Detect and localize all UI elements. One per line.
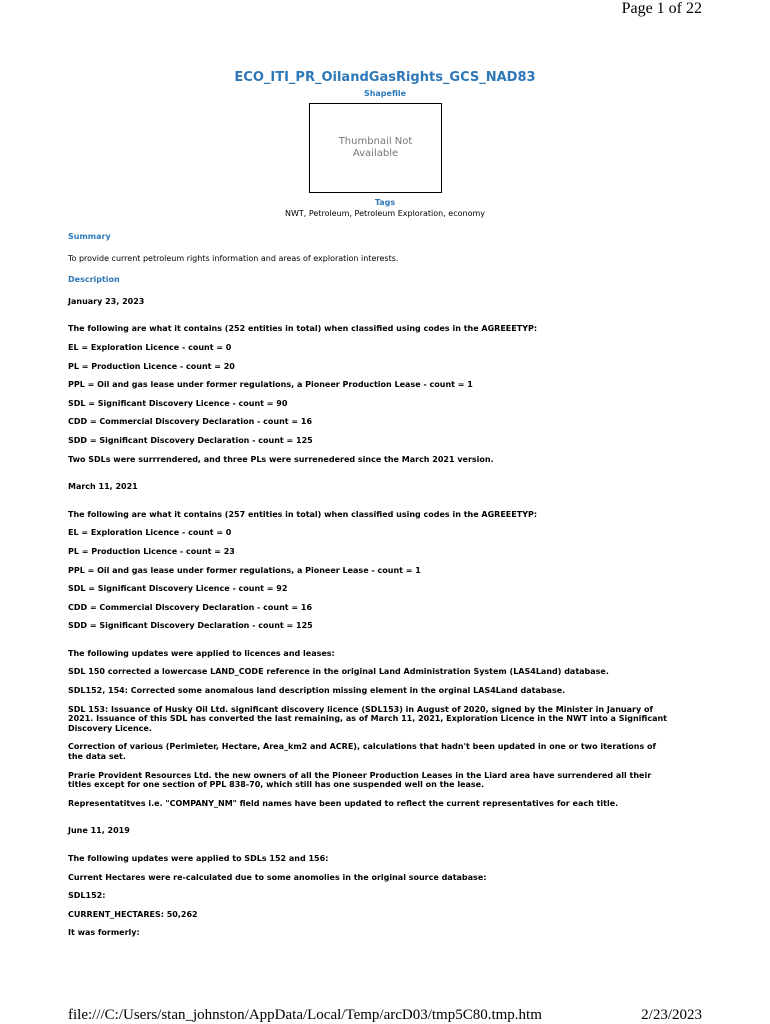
description-paragraph: The following updates were applied to licences and leases: (68, 648, 335, 658)
description-paragraph: The following updates were applied to SDLs 152 and 156: (68, 854, 329, 863)
description-paragraph: CDD = Commercial Discovery Declaration - count = 16 (68, 602, 313, 612)
description-paragraph: Representatitves i.e. "COMPANY_NM" field names have been updated to reflect the current representatives for each title. (68, 798, 619, 808)
description-paragraph: SDL = Significant Discovery Licence - count = 90 (68, 398, 288, 408)
document-format: Shapefile (363, 89, 407, 98)
description-paragraph: SDD = Significant Discovery Declaration - count = 125 (68, 621, 313, 631)
description-paragraph: CDD = Commercial Discovery Declaration - count = 16 (68, 417, 313, 427)
tags-value: NWT, Petroleum, Petroleum Exploration, economy (284, 209, 485, 218)
description-paragraph: SDL = Significant Discovery Licence - count = 92 (68, 584, 288, 594)
description-paragraph: The following are what it contains (252 entities in total) when classified using codes in the AGREEETYP: (68, 324, 538, 334)
date-heading: January 23, 2023 (68, 296, 145, 306)
footer-file-url: file:///C:/Users/stan_johnston/AppData/Local/Temp/arcD03/tmp5C80.tmp.htm (68, 1007, 542, 1023)
metadata-body (68, 232, 668, 938)
description-paragraph: PL = Production Licence - count = 20 (68, 361, 235, 371)
description-paragraph: Correction of various (Perimieter, Hectare, Area_km2 and ACRE), calculations that hadn't been updated in one or two iterations of the data set. (68, 742, 656, 762)
summary-heading: Summary (68, 232, 111, 241)
description-paragraph: SDL152: (68, 891, 106, 901)
description-paragraph: Current Hectares were re-calculated due to some anomolies in the original source database: (68, 872, 487, 882)
document-title: ECO_ITI_PR_OilandGasRights_GCS_NAD83 (234, 70, 536, 85)
description-paragraph: EL = Exploration Licence - count = 0 (68, 342, 232, 352)
summary-text: To provide current petroleum rights information and areas of exploration interests. (68, 253, 399, 263)
description-paragraph: EL = Exploration Licence - count = 0 (68, 528, 232, 538)
description-paragraph: PPL = Oil and gas lease under former regulations, a Pioneer Lease - count = 1 (68, 565, 421, 575)
description-paragraph: PL = Production Licence - count = 23 (68, 546, 235, 556)
date-heading: March 11, 2021 (68, 482, 138, 492)
thumbnail-text: Thumbnail Not Available (338, 136, 413, 159)
description-heading: Description (68, 275, 120, 285)
description-paragraph: SDL 153: Issuance of Husky Oil Ltd. significant discovery licence (SDL153) in August of 2020, signed by the Minister in January of 2021. Issuance of this SDL has converted the last remaining, as of March 11, 2021, Exploration Licence in the NWT into a Significant Discovery Licence. (68, 704, 667, 733)
description-paragraph: CURRENT_HECTARES: 50,262 (68, 909, 198, 919)
date-heading: June 11, 2019 (68, 826, 130, 836)
thumbnail-placeholder (309, 103, 442, 193)
footer-date: 2/23/2023 (641, 1007, 702, 1023)
page-number: Page 1 of 22 (621, 0, 702, 17)
description-paragraph: SDL 150 corrected a lowercase LAND_CODE reference in the original Land Administration System (LAS4Land) database. (68, 667, 609, 677)
tags-label: Tags (374, 198, 396, 207)
description-paragraph: SDL152, 154: Corrected some anomalous land description missing element in the orginal LAS4Land database. (68, 686, 566, 696)
description-paragraph: The following are what it contains (257 entities in total) when classified using codes in the AGREEETYP: (68, 509, 538, 519)
description-paragraph: SDD = Significant Discovery Declaration - count = 125 (68, 435, 313, 445)
description-paragraph: Two SDLs were surrrendered, and three PLs were surrenedered since the March 2021 version. (68, 454, 494, 464)
description-paragraph: It was formerly: (68, 928, 140, 938)
description-paragraph: Prarie Provident Resources Ltd. the new owners of all the Pioneer Production Leases in the Liard area have surrendered all their titles except for one section of PPL 838-70, which still has one suspended well on the lease. (68, 770, 652, 790)
description-paragraph: PPL = Oil and gas lease under former regulations, a Pioneer Production Lease - count = 1 (68, 380, 473, 390)
